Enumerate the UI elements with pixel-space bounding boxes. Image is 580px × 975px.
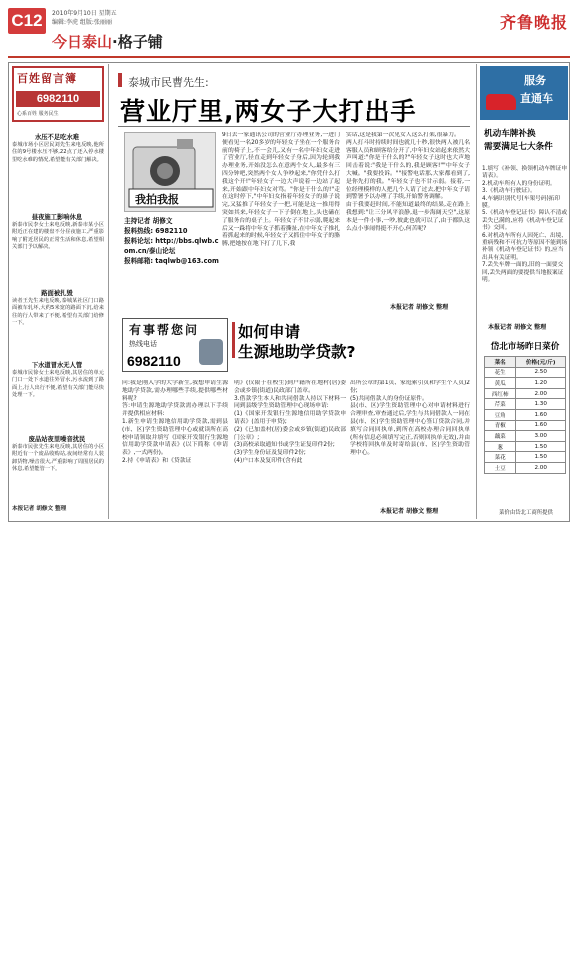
- service-item: 1.填写《补领、换领机动车牌证申请表》。: [482, 166, 568, 180]
- service-item: 6.对机动车所有人因死亡、出境、重病残和不可抗力等原因不能到场补领《机动车登记证书》的,应当出具有关证明。: [482, 232, 568, 261]
- help-logo-number: 6982110: [127, 353, 181, 369]
- banner-line2: 直通车: [520, 92, 553, 105]
- veg-price: 1.50: [516, 452, 566, 463]
- veg-price: 3.00: [516, 431, 566, 442]
- veg-name: 菜花: [485, 452, 516, 463]
- note-body: 泰城市民徐女士来电反映,其居住的单元门口一处下水道往外冒水,污水流到了路面上,行人出行不便,希望有关部门能尽快处理一下。: [12, 370, 104, 399]
- note-body: 泰城市场小区居民刘先生来电反映,他所住的9号楼水压不够,22点了还入停水楼里吃水难的情况,希望能有关部门解决。: [12, 142, 104, 163]
- service-item: 2.机动车所有人的身份证明。: [482, 180, 556, 187]
- veg-price: 2.00: [516, 462, 566, 473]
- story-column-1: 9日去一家通讯公司的营业厅办理业务,一进门便看见一名20多岁的年轻女子坐在一个服务台前的椅子上,不一会儿,又有一名中年妇女走进了营业厅,径直走到年轻女子身后,因为轮到我办理业务,开始没怎么在意两个女人,最多有三四分钟吧,突然两个女人争吵起来,"你凭什么打我这个开!"年轻女子一边大声说着一边站了起来,开始跟中年妇女对骂。"你是干什么的!"走在这时停下,"中年妇女指着年轻女子的鼻子说完,又猛推了年轻女子一把,可能是这一推用得突如其来,年轻女子一下子倒在地上,头也磕在了服务台的桌子上。年轻女子不甘示弱,爬起来后又一跺将中年女子抓着撕扯,在中年女子推扎着抓起来的时候,年轻女子又抓住中年女子的胳膊,把她按在地下打了几下,我: [222, 132, 340, 248]
- service-item: 7.丢失车牌一面的,旧的一面要交回,丢失两面的要提供当地报案证明。: [482, 262, 564, 284]
- headline-rule: [118, 126, 470, 127]
- column-divider-right: [476, 64, 477, 519]
- veg-price: 1.50: [516, 441, 566, 452]
- veg-name: 土豆: [485, 462, 516, 473]
- hotline-slogan: 心系百姓 服务民生: [17, 111, 59, 117]
- note-title: 水压不足吃水难: [34, 134, 80, 141]
- veg-price: 2.50: [516, 367, 566, 378]
- question-title-line1: 如何申请: [238, 323, 301, 341]
- veg-name: 芹菜: [485, 399, 516, 410]
- story-photo: [124, 132, 216, 212]
- service-title-line2: 需要满足七大条件: [484, 142, 553, 152]
- story-contact: [124, 216, 220, 266]
- help-column-3: 出所公章的第1页、家庭索引页和学生个人页)2份; (5)共同借款人的身份证原件。 县(市、区)学生资助管理中心对申请材料进行合理审查,审查通过后,学生与共同借款人一同在县(市、区)学生资助管理中心签订贷款合同,并填写合同回执单,到所在高校办理合同回执单(所有信息必须填写完正,否则回执单无效),并由学校将回执单及时寄给县(市、区)学生资助管理中心。: [350, 380, 470, 457]
- editors-credit: 编辑:李虎 组版:张丽丽: [52, 19, 112, 26]
- photo-label: 我拍我报: [135, 193, 179, 206]
- note-title: 路面被扎毁: [41, 290, 73, 297]
- veg-price-table: [484, 356, 566, 474]
- story-forum: 报料论坛: http://bbs.qlwb.com.cn/泰山论坛: [124, 237, 219, 255]
- date-line: [52, 9, 117, 27]
- hotline-title: 百姓留言簿: [17, 72, 77, 85]
- help-column-1: 问:我是刚入学的大学新生,我想申请生源地助学贷款,需办理哪些手续,提供哪些材料呢? 答:申请生源地助学贷款需办理以下手续并提供相应材料: 1.新生申请生源地信用助学贷款,需到县(市、区)学生资助管理中心或就读所在高校申请领取并填写《国家开发银行生源地信用助学贷款申请表》(以下简称《申请表》,一式两份)。 2.持《申请表》和《贷款证: [122, 380, 228, 464]
- service-items: [482, 166, 568, 285]
- section-title: [52, 31, 163, 52]
- note-body: 读者王先生来电反映,泰城某社区门口路面被车轧坏,大约5米宽的路面下沉,给来往的行人带来了不便,希望有关部门给修一下。: [12, 298, 104, 327]
- table-row: [485, 431, 566, 442]
- column-header: 菜名: [485, 357, 516, 368]
- service-title-line1: 机动车牌补换: [484, 129, 536, 139]
- section-name: 今日泰山: [52, 33, 113, 51]
- veg-name: 西红柿: [485, 388, 516, 399]
- help-logo-title: 有事帮您问: [129, 323, 200, 337]
- question-title-line2: 生源地助学贷款?: [238, 343, 356, 361]
- note-title: 昼夜施工影响休息: [31, 214, 83, 221]
- reader-notes: [10, 128, 106, 518]
- veg-name: 青椒: [485, 420, 516, 431]
- service-banner: [480, 66, 568, 120]
- car-icon: [486, 94, 516, 110]
- table-row: [485, 378, 566, 389]
- column-header: 价格(元/斤): [516, 357, 566, 368]
- service-title: [484, 128, 553, 154]
- table-row: [485, 399, 566, 410]
- service-byline: 本报记者 胡修文 整理: [488, 324, 547, 331]
- story-hotline: 报料热线: 6982110: [124, 227, 188, 235]
- table-row: [485, 388, 566, 399]
- table-row: [485, 420, 566, 431]
- table-row: [485, 462, 566, 473]
- banner-line1: 服务: [524, 74, 546, 87]
- note-title: 废品站夜里噪音扰民: [28, 436, 86, 443]
- note-title: 下水道冒水无人管: [31, 362, 83, 369]
- page-number: C12: [8, 8, 46, 34]
- story-kicker: 泰城市民曹先生:: [128, 76, 209, 89]
- story-column-2: 实话,这是我第一次见女人这么打架,很暴力。 两人打斗时持续时间也就几十秒,很快两人被几名客服人员和顾客给分开了,中年妇女站起来依然大声叫道:"你是干什么的?"年轻女子这时也大声地回击着说:"我是干什么的,我是顾客!""中年女子大喊。"我要投诉。""接警电话那,大家都看到了,是你先打的我。"年轻女子也不甘示弱。接着,一位经理模样的人把几个人请了过去,把中年女子请到警署予以办理了手续,开始警务调解。 由于我要赶时间,不能知道最终的结果,走在路上我想到:"让三分风平浪静,退一步海阔天空",这原本是一件小事,一吵,彼此也就可以了,由于都队这么点小事闹得挺不开心,何苦呢?: [346, 132, 470, 232]
- hotline-number: 6982110: [16, 91, 100, 107]
- table-row: [485, 441, 566, 452]
- paper-logo: 齐鲁晚报: [500, 13, 569, 32]
- veg-name: 花生: [485, 367, 516, 378]
- veg-name: 藕菜: [485, 431, 516, 442]
- help-logo-sub: 热线电话: [129, 340, 157, 348]
- column-divider-left: [108, 64, 109, 519]
- kicker-bar: [118, 73, 122, 87]
- veg-name: 豆角: [485, 409, 516, 420]
- veg-name: 黄瓜: [485, 378, 516, 389]
- veg-name: 葱: [485, 441, 516, 452]
- help-byline: 本报记者 胡修文 整理: [380, 508, 439, 515]
- help-column-2: 明》(仅限于在校生)到户籍所在地村(居)委会或乡镇(街道)民政部门盖章。 3.借款学生本人和共同借款人持以下材料一同到县级学生资助管理中心现场申请: (1)《国家开发银行生源地信用助学贷款申请表》(盖用于申贷); (2)《已加盖村(居)委会或乡镇(街道)民政部门公章》; (3)高校录取通知书或学生证复印件2份; (3)学生身份证及复印件2份; (4)户口本及复印件(含有此: [234, 380, 346, 464]
- table-header-row: [485, 357, 566, 368]
- service-item: 4.车辆识别代号(车架号码)拓印膜。: [482, 195, 561, 210]
- table-row: [485, 409, 566, 420]
- section-subname: 格子铺: [117, 33, 163, 51]
- hotline-box: [12, 66, 104, 122]
- service-item: 3.《机动车行驶证》。: [482, 188, 536, 195]
- question-title: [238, 322, 356, 362]
- veg-price: 1.60: [516, 420, 566, 431]
- veg-price: 2.00: [516, 388, 566, 399]
- veg-price-source: 菜价由岱北工商所提供: [499, 510, 553, 516]
- note-body: 新泰市民张先生来电反映,其居住的小区附近有一个废品收购站,夜间经常有人装卸货物,噪音很大,严重影响了周围居民的休息,希望能管一下。: [12, 444, 104, 473]
- veg-price: 1.60: [516, 409, 566, 420]
- veg-price: 1.20: [516, 378, 566, 389]
- veg-price-title: 岱北市场昨日菜价: [490, 342, 560, 352]
- service-item: 5.《机动车登记证书》障认不清或丢失已满的,应将《机动车登记证书》交回。: [482, 210, 568, 232]
- section-sep: ·: [112, 33, 118, 51]
- veg-price: 1.30: [516, 399, 566, 410]
- note-body: 新泰市民李女士来电反映,新泰市某小区附近正在建的楼盘不分昼夜施工,严重影响了附近居民的正常生活和休息,希望相关部门予以解决。: [12, 222, 104, 251]
- header-rule: [8, 56, 570, 58]
- telephone-icon: [199, 339, 223, 365]
- table-row: [485, 367, 566, 378]
- story-headline: 营业厅里,两女子大打出手: [120, 97, 417, 126]
- story-reporter: 主持记者 胡修文: [124, 217, 173, 225]
- question-bar: [232, 322, 235, 358]
- left-byline: 本报记者 胡修文 整理: [12, 506, 67, 512]
- table-row: [485, 452, 566, 463]
- help-logo: [122, 318, 228, 372]
- issue-date: 2010年9月10日 星期五: [52, 10, 117, 17]
- story-byline: 本报记者 胡修文 整理: [390, 304, 449, 311]
- story-email: 报料邮箱: taqlwb@163.com: [124, 257, 219, 265]
